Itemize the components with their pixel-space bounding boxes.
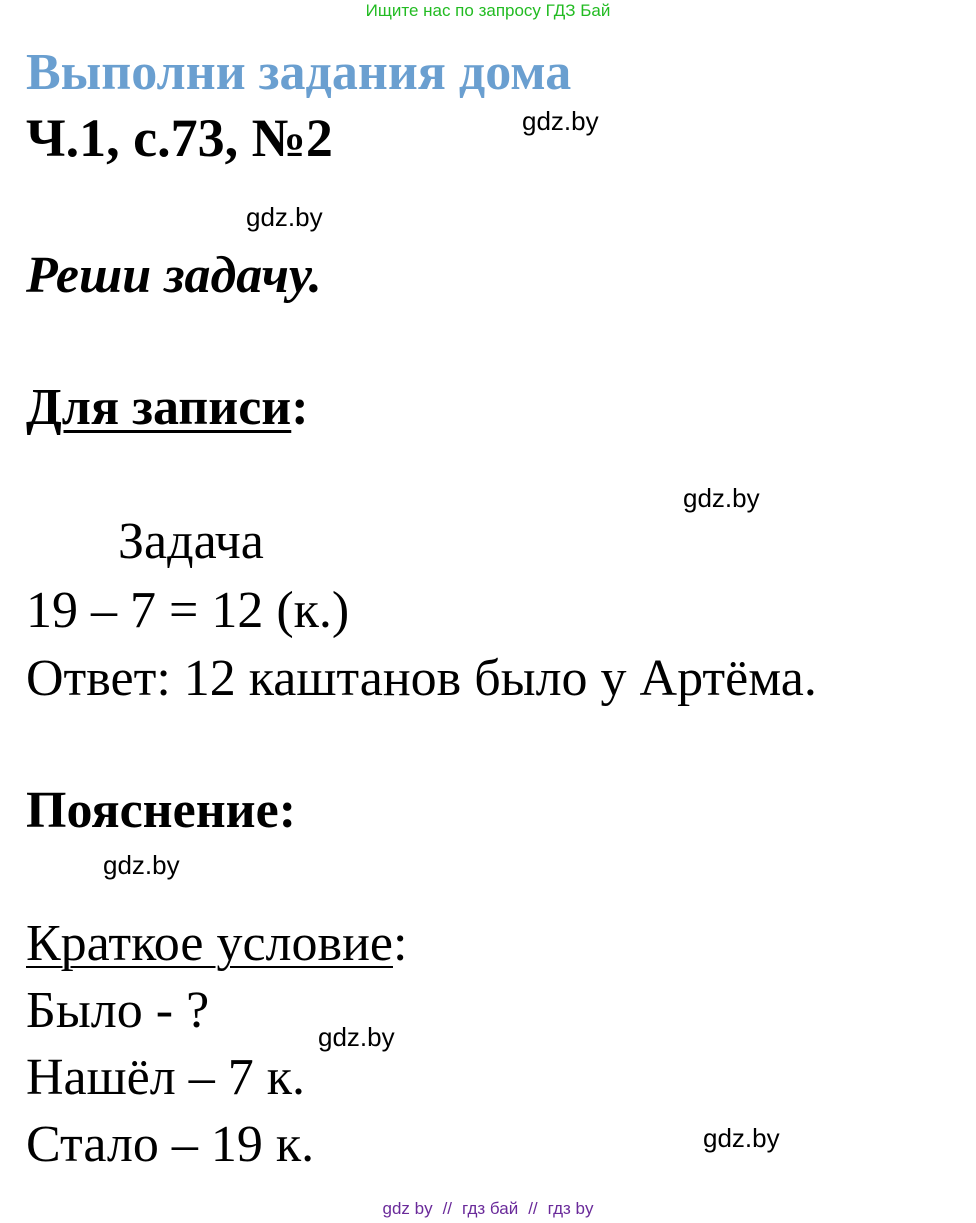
condition-heading (26, 915, 408, 972)
watermark: gdz.by (522, 106, 599, 136)
record-heading-colon: : (291, 379, 309, 436)
watermark: gdz.by (103, 850, 180, 880)
page-title: Выполни задания дома (26, 44, 572, 101)
top-banner: Ищите нас по запросу ГДЗ Бай (365, 1, 611, 20)
condition-line: Нашёл – 7 к. (26, 1049, 305, 1106)
solution-answer: Ответ: 12 каштанов было у Артёма. (26, 650, 817, 707)
condition-heading-label: Краткое условие (26, 915, 393, 972)
footer-link[interactable]: гдз бай (462, 1199, 519, 1218)
watermark: gdz.by (683, 483, 760, 513)
footer-separator: // (528, 1199, 538, 1218)
watermark: gdz.by (318, 1022, 395, 1052)
task-instruction: Реши задачу. (26, 247, 322, 304)
footer-link[interactable]: гдз by (547, 1199, 594, 1218)
solution-label: Задача (118, 513, 264, 570)
record-heading (26, 379, 309, 436)
exercise-reference: Ч.1, с.73, №2 (26, 108, 333, 168)
watermark: gdz.by (246, 202, 323, 232)
record-heading-label: Для записи (26, 379, 292, 436)
watermark: gdz.by (703, 1123, 780, 1153)
condition-line: Было - ? (26, 982, 210, 1039)
footer-separator: // (442, 1199, 453, 1218)
condition-heading-colon: : (392, 915, 408, 972)
condition-line: Стало – 19 к. (26, 1116, 315, 1173)
footer (0, 1200, 976, 1217)
explanation-heading: Пояснение: (26, 782, 297, 839)
solution-expression: 19 – 7 = 12 (к.) (26, 582, 350, 639)
footer-link[interactable]: gdz by (382, 1199, 433, 1218)
